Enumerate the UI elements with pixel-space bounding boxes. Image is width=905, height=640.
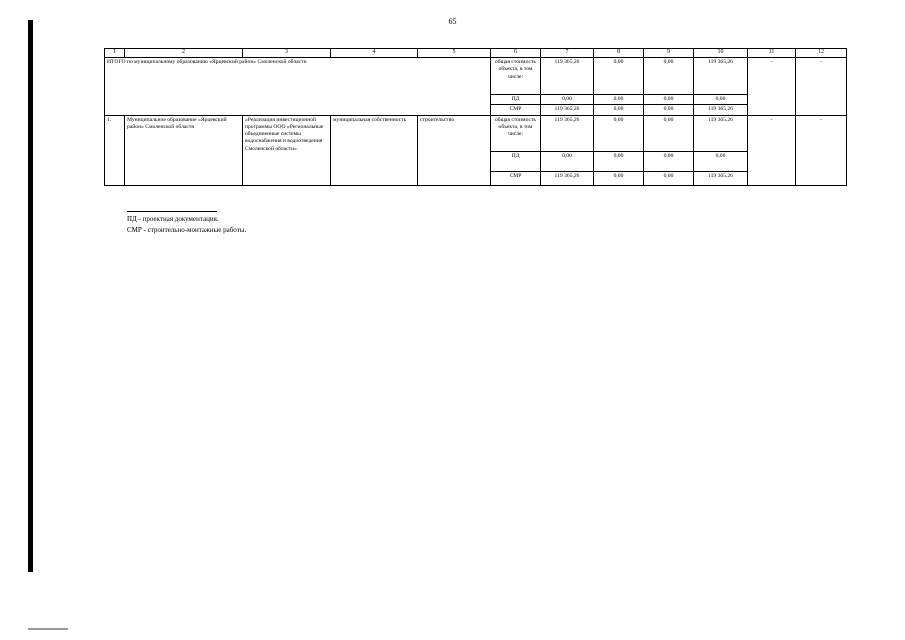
total-label: ИТОГО по муниципальному образованию «Ярцевский район» Смоленской области: [105, 58, 491, 116]
header-cell: 12: [796, 49, 847, 58]
item-municipality: Муниципальное образование «Ярцевский район» Смоленской области: [125, 115, 243, 185]
pd-label: ПД: [491, 95, 541, 105]
header-cell: 1: [105, 49, 125, 58]
cell-value: 0,00: [644, 58, 694, 95]
smr-label: СМР: [491, 171, 541, 185]
cell-value: 0,00: [594, 115, 644, 151]
cell-value: 119 365,26: [541, 115, 594, 151]
footnotes: [127, 214, 246, 236]
cell-value: 0,00: [644, 151, 694, 171]
footnote-smr: СМР - строительно-монтажные работы.: [127, 226, 247, 234]
scan-edge-bar: [28, 20, 33, 572]
cell-value: 0,00: [594, 95, 644, 105]
column-number-row: [105, 49, 847, 58]
cell-value: 119 365,26: [694, 171, 748, 185]
total-row-general: [105, 58, 847, 95]
footnote-divider: [127, 211, 217, 212]
total-cost-label: общая стоимость объекта, в том числе:: [491, 58, 541, 95]
smr-label: СМР: [491, 105, 541, 115]
header-cell: 9: [644, 49, 694, 58]
cell-value: 119 365,26: [541, 171, 594, 185]
cell-value: 119 365,26: [694, 105, 748, 115]
cell-value: -: [796, 115, 847, 185]
cell-value: -: [796, 58, 847, 116]
header-cell: 3: [243, 49, 331, 58]
header-cell: 4: [331, 49, 418, 58]
header-cell: 2: [125, 49, 243, 58]
cell-value: 0,00: [644, 115, 694, 151]
cell-value: 0,00: [694, 151, 748, 171]
cell-value: 0,00: [694, 95, 748, 105]
cell-value: 0,00: [644, 95, 694, 105]
item-program: «Реализация инвестиционной программы ООО «Региональные объединенные системы водоснабжения и водоотведения Смоленской области»: [243, 115, 331, 185]
cell-value: -: [748, 58, 796, 116]
header-cell: 8: [594, 49, 644, 58]
item-work-type: строительство: [418, 115, 491, 185]
cell-value: 0,00: [594, 58, 644, 95]
cell-value: 0,00: [541, 151, 594, 171]
header-cell: 11: [748, 49, 796, 58]
cell-value: 119 365,26: [541, 58, 594, 95]
investment-table: [104, 48, 847, 186]
header-cell: 7: [541, 49, 594, 58]
item-row-general: [105, 115, 847, 151]
cell-value: 0,00: [594, 105, 644, 115]
header-cell: 6: [491, 49, 541, 58]
item-ownership: муниципальная собственность: [331, 115, 418, 185]
pd-label: ПД: [491, 151, 541, 171]
cell-value: 0,00: [594, 171, 644, 185]
item-cost-label: общая стоимость объекта, в том числе:: [491, 115, 541, 151]
item-number: 1.: [105, 115, 125, 185]
header-cell: 10: [694, 49, 748, 58]
scan-smudge: [28, 628, 68, 630]
cell-value: 0,00: [644, 105, 694, 115]
page-number: 65: [448, 17, 457, 26]
footnote-pd: ПД - проектная документация.: [127, 215, 219, 223]
cell-value: 119 365,26: [694, 58, 748, 95]
header-cell: 5: [418, 49, 491, 58]
cell-value: 0,00: [644, 171, 694, 185]
cell-value: 0,00: [541, 95, 594, 105]
cell-value: 0,00: [594, 151, 644, 171]
cell-value: 119 365,26: [541, 105, 594, 115]
cell-value: 119 365,26: [694, 115, 748, 151]
cell-value: -: [748, 115, 796, 185]
